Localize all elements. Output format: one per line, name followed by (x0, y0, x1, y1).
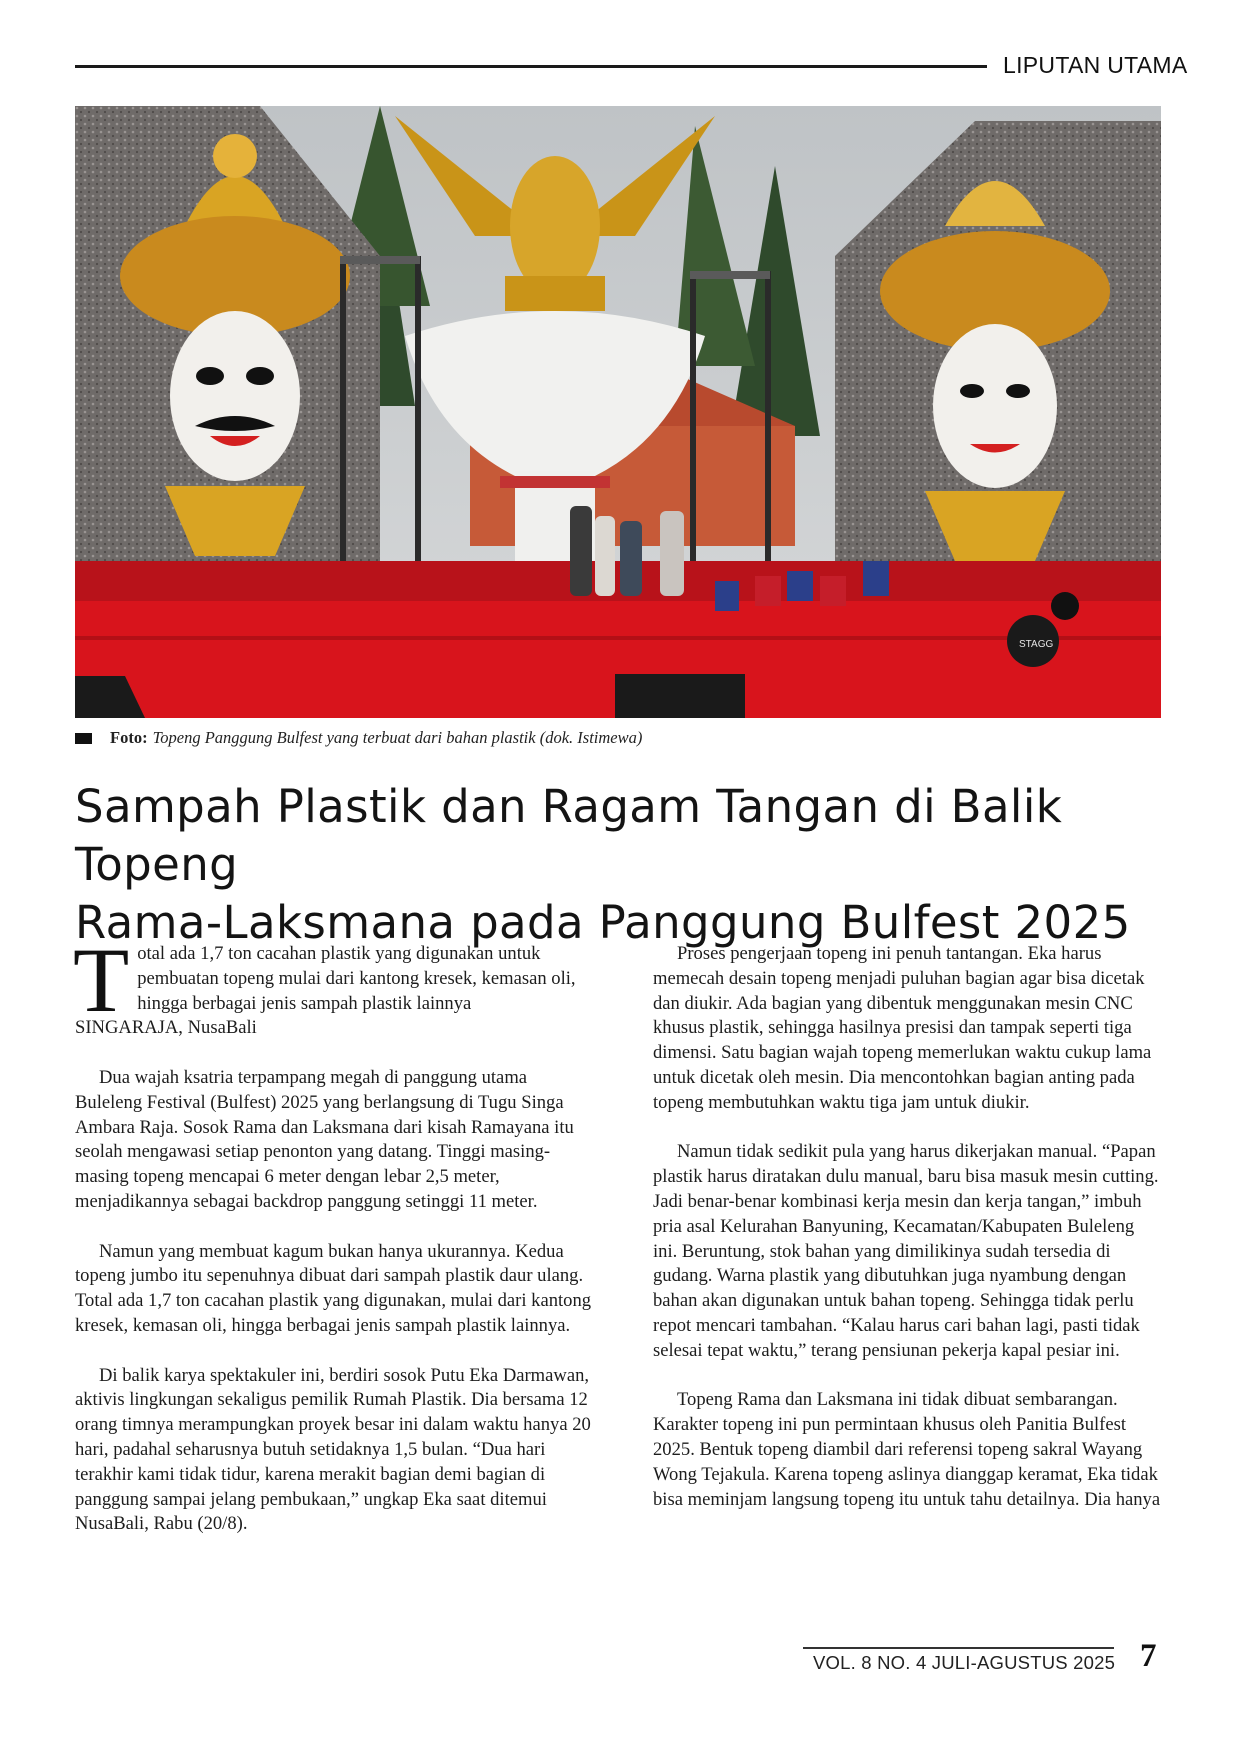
caption-label: Foto: (110, 728, 148, 747)
article-photo (75, 106, 1161, 718)
issue-info: VOL. 8 NO. 4 JULI-AGUSTUS 2025 (813, 1652, 1116, 1673)
column-left (73, 929, 595, 1562)
drum-brand-text: STAGG (1019, 639, 1054, 650)
article-title (75, 778, 1175, 952)
title-line-2: Rama-Laksmana pada Panggung Bulfest 2025 (75, 896, 1131, 949)
dateline: SINGARAJA, NusaBali (75, 1017, 257, 1039)
caption-marker (75, 733, 92, 744)
photo-caption (75, 728, 642, 748)
body-paragraph: Namun tidak sedikit pula yang harus dikerjakan manual. “Papan plastik harus diratakan dulu manual, baru bisa masuk mesin cutting. Jadi benar-benar kombinasi kerja mesin dan kerja tangan,” imbuh pria asal Kelurahan Banyuning, Kecamatan/Kabupaten Buleleng ini. Beruntung, stok bahan yang dimilikinya sudah tersedia di gudang. Warna plastik yang dibutuhkan juga nyambung dengan bahan akan digunakan untuk bahan topeng. Sehingga tidak perlu repot mencari tambahan. “Kalau harus cari bahan lagi, pasti tidak selesai tepat waktu,” terang pensiunan pekerja kapal pesiar ini. (653, 1141, 1159, 1361)
lead-text: otal ada 1,7 ton cacahan plastik yang digunakan untuk pembuatan topeng mulai dari kantong kresek, kemasan oli, hingga berbagai jenis sampah plastik lainnya (137, 943, 576, 1014)
column-right (653, 942, 1163, 1537)
body-paragraph: Dua wajah ksatria terpampang megah di panggung utama Buleleng Festival (Bulfest) 2025 yang berlangsung di Tugu Singa Ambara Raja. Sosok Rama dan Laksmana dari kisah Ramayana itu seolah mengawasi setiap penonton yang datang. Tinggi masing-masing topeng mencapai 6 meter dengan lebar 2,5 meter, menjadikannya sebagai backdrop panggung setinggi 11 meter. (75, 1066, 574, 1212)
body-paragraph: Proses pengerjaan topeng ini penuh tantangan. Eka harus memecah desain topeng menjadi puluhan bagian agar bisa dicetak dan diukir. Ada bagian yang dibentuk menggunakan mesin CNC khusus plastik, sehingga hasilnya presisi dan tampak seperti tiga dimensi. Satu bagian wajah topeng memerlukan waktu cukup lama untuk dicetak oleh mesin. Dia mencontohkan bagian anting pada topeng membutuhkan waktu tiga jam untuk diukir. (653, 943, 1152, 1113)
body-paragraph: Topeng Rama dan Laksmana ini tidak dibuat sembarangan. Karakter topeng ini pun permintaan khusus oleh Panitia Bulfest 2025. Bentuk topeng diambil dari referensi topeng sakral Wayang Wong Tejakula. Karena topeng aslinya dianggap keramat, Eka tidak bisa meminjam langsung topeng itu untuk tahu detailnya. Dia hanya (653, 1389, 1161, 1510)
body-paragraph: Di balik karya spektakuler ini, berdiri sosok Putu Eka Darmawan, aktivis lingkungan sekaligus pemilik Rumah Plastik. Dia bersama 12 orang timnya merampungkan proyek besar ini dalam waktu hanya 20 hari, padahal seharusnya butuh setidaknya 1,5 bulan. “Dua hari terakhir kami tidak tidur, karena merakit bagian demi bagian di panggung sampai jelang pembukaan,” ungkap Eka saat ditemui NusaBali, Rabu (20/8). (75, 1364, 591, 1535)
caption-text: Topeng Panggung Bulfest yang terbuat dari bahan plastik (dok. Istimewa) (152, 728, 643, 747)
drop-cap: T (73, 929, 130, 1031)
footer-rule (803, 1647, 1114, 1649)
title-line-1: Sampah Plastik dan Ragam Tangan di Balik Topeng (75, 780, 1063, 891)
header-rule (75, 65, 987, 68)
section-label: LIPUTAN UTAMA (1003, 52, 1188, 78)
body-paragraph: Namun yang membuat kagum bukan hanya ukurannya. Kedua topeng jumbo itu sepenuhnya dibuat dari sampah plastik daur ulang. Total ada 1,7 ton cacahan plastik yang digunakan, mulai dari kantong kresek, kemasan oli, hingga berbagai jenis sampah plastik lainnya. (75, 1240, 592, 1336)
page-number: 7 (1140, 1638, 1157, 1674)
